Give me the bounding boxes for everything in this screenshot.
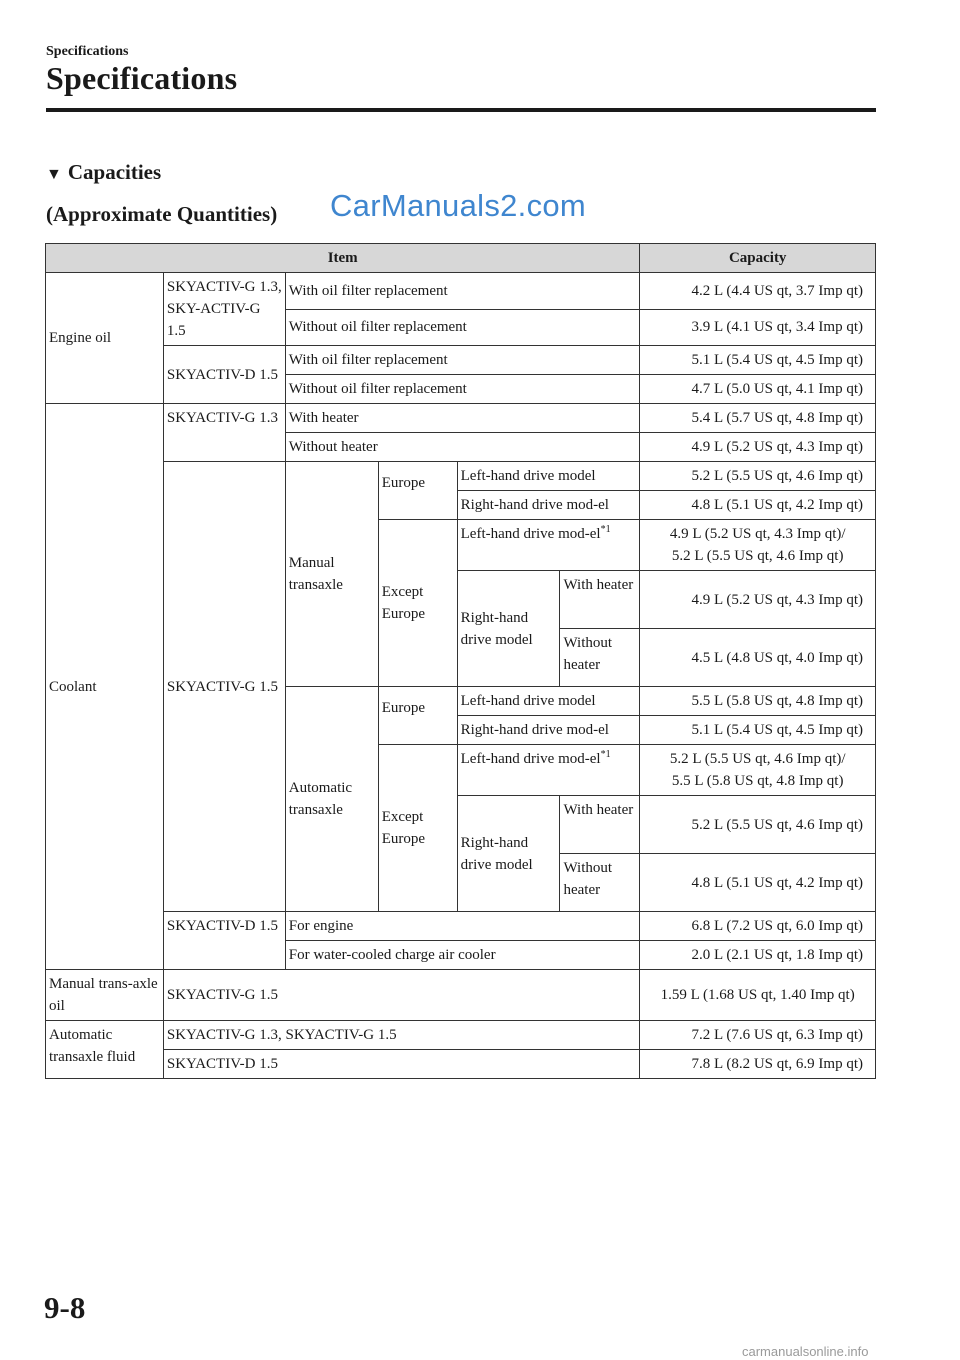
table-row bbox=[46, 346, 876, 375]
page-title: Specifications bbox=[46, 60, 238, 96]
coolant-a-eu-rhd: Right-hand drive mod-el bbox=[457, 716, 640, 745]
auto-fluid-label: Automatic transaxle fluid bbox=[46, 1021, 164, 1079]
table-row bbox=[46, 1050, 876, 1079]
engine-oil-with-filter: With oil filter replacement bbox=[285, 273, 640, 310]
coolant-a-eu-rhd-value: 5.1 L (5.4 US qt, 4.5 Imp qt) bbox=[640, 716, 876, 745]
engine-oil-without-filter: Without oil filter replacement bbox=[285, 375, 640, 404]
coolant-m-ex-lhd-text: Left-hand drive mod-el bbox=[460, 526, 601, 542]
auto-fluid-d-value: 7.8 L (8.2 US qt, 6.9 Imp qt) bbox=[640, 1050, 876, 1079]
running-header: Specifications bbox=[46, 44, 129, 59]
coolant-m-ex-lhd-value bbox=[640, 520, 876, 571]
coolant-m-eu-lhd: Left-hand drive model bbox=[457, 462, 640, 491]
engine-oil-label: Engine oil bbox=[46, 273, 164, 404]
table-row bbox=[46, 462, 876, 491]
coolant-g13-without-heater: Without heater bbox=[285, 433, 640, 462]
coolant-d-cooler-value: 2.0 L (2.1 US qt, 1.8 Imp qt) bbox=[640, 941, 876, 970]
manual-oil-value: 1.59 L (1.68 US qt, 1.40 Imp qt) bbox=[640, 970, 876, 1021]
coolant-a-ex-without-heater: Without heater bbox=[560, 854, 640, 912]
site-watermark[interactable]: carmanualsonline.info bbox=[742, 1344, 869, 1359]
header-item: Item bbox=[46, 244, 640, 273]
coolant-manual-label: Manual transaxle bbox=[285, 462, 378, 687]
coolant-a-ex-lhd-text: Left-hand drive mod-el bbox=[460, 751, 601, 767]
coolant-a-ex-rhd: Right-hand drive model bbox=[457, 796, 560, 912]
coolant-a-ex-lhd-value bbox=[640, 745, 876, 796]
coolant-a-ex-lhd bbox=[457, 745, 640, 796]
coolant-g13-with-value: 5.4 L (5.7 US qt, 4.8 Imp qt) bbox=[640, 404, 876, 433]
auto-fluid-d-engine: SKYACTIV-D 1.5 bbox=[163, 1050, 640, 1079]
coolant-m-eu-lhd-value: 5.2 L (5.5 US qt, 4.6 Imp qt) bbox=[640, 462, 876, 491]
coolant-d-cooler: For water-cooled charge air cooler bbox=[285, 941, 640, 970]
coolant-m-ex-rhd-with-value: 4.9 L (5.2 US qt, 4.3 Imp qt) bbox=[640, 571, 876, 629]
value-line: 4.9 L (5.2 US qt, 4.3 Imp qt)/ bbox=[669, 526, 846, 542]
engine-oil-g-with-value: 4.2 L (4.4 US qt, 3.7 Imp qt) bbox=[640, 273, 876, 310]
engine-oil-g-without-value: 3.9 L (4.1 US qt, 3.4 Imp qt) bbox=[640, 309, 876, 346]
table-row bbox=[46, 273, 876, 310]
coolant-m-eu-rhd-value: 4.8 L (5.1 US qt, 4.2 Imp qt) bbox=[640, 491, 876, 520]
coolant-d-engine-value: 6.8 L (7.2 US qt, 6.0 Imp qt) bbox=[640, 912, 876, 941]
coolant-a-ex-rhd-without-value: 4.8 L (5.1 US qt, 4.2 Imp qt) bbox=[640, 854, 876, 912]
title-rule bbox=[46, 108, 876, 112]
approximate-quantities-heading: (Approximate Quantities) bbox=[46, 202, 278, 226]
coolant-g13-with-heater: With heater bbox=[285, 404, 640, 433]
coolant-m-europe: Europe bbox=[378, 462, 457, 520]
page-number: 9-8 bbox=[44, 1290, 86, 1325]
engine-oil-d-label: SKYACTIV-D 1.5 bbox=[163, 346, 285, 404]
header-capacity: Capacity bbox=[640, 244, 876, 273]
coolant-a-europe: Europe bbox=[378, 687, 457, 745]
coolant-g13-label: SKYACTIV-G 1.3 bbox=[163, 404, 285, 462]
coolant-a-eu-lhd-value: 5.5 L (5.8 US qt, 4.8 Imp qt) bbox=[640, 687, 876, 716]
coolant-g15-label: SKYACTIV-G 1.5 bbox=[163, 462, 285, 912]
coolant-m-ex-without-heater: Without heater bbox=[560, 629, 640, 687]
coolant-automatic-label: Automatic transaxle bbox=[285, 687, 378, 912]
engine-oil-with-filter: With oil filter replacement bbox=[285, 346, 640, 375]
coolant-d-label: SKYACTIV-D 1.5 bbox=[163, 912, 285, 970]
engine-oil-d-without-value: 4.7 L (5.0 US qt, 4.1 Imp qt) bbox=[640, 375, 876, 404]
coolant-m-ex-with-heater: With heater bbox=[560, 571, 640, 629]
manual-oil-engine: SKYACTIV-G 1.5 bbox=[163, 970, 640, 1021]
coolant-d-engine: For engine bbox=[285, 912, 640, 941]
footnote-mark: *1 bbox=[600, 524, 611, 535]
value-line: 5.5 L (5.8 US qt, 4.8 Imp qt) bbox=[671, 773, 844, 789]
triangle-icon: ▼ bbox=[46, 166, 62, 183]
coolant-a-except-europe: Except Europe bbox=[378, 745, 457, 912]
coolant-m-ex-rhd: Right-hand drive model bbox=[457, 571, 560, 687]
manual-oil-label: Manual trans-axle oil bbox=[46, 970, 164, 1021]
watermark[interactable]: CarManuals2.com bbox=[330, 188, 587, 223]
coolant-m-except-europe: Except Europe bbox=[378, 520, 457, 687]
auto-fluid-g-value: 7.2 L (7.6 US qt, 6.3 Imp qt) bbox=[640, 1021, 876, 1050]
engine-oil-without-filter: Without oil filter replacement bbox=[285, 309, 640, 346]
capacities-table bbox=[45, 243, 876, 1079]
coolant-m-eu-rhd: Right-hand drive mod-el bbox=[457, 491, 640, 520]
table-row bbox=[46, 1021, 876, 1050]
footnote-mark: *1 bbox=[600, 749, 611, 760]
coolant-m-ex-rhd-without-value: 4.5 L (4.8 US qt, 4.0 Imp qt) bbox=[640, 629, 876, 687]
value-line: 5.2 L (5.5 US qt, 4.6 Imp qt)/ bbox=[669, 751, 846, 767]
coolant-a-eu-lhd: Left-hand drive model bbox=[457, 687, 640, 716]
engine-oil-g-label: SKYACTIV-G 1.3, SKY-ACTIV-G 1.5 bbox=[163, 273, 285, 346]
table-header-row bbox=[46, 244, 876, 273]
coolant-label: Coolant bbox=[46, 404, 164, 970]
coolant-m-ex-lhd bbox=[457, 520, 640, 571]
auto-fluid-g-engine: SKYACTIV-G 1.3, SKYACTIV-G 1.5 bbox=[163, 1021, 640, 1050]
coolant-a-ex-rhd-with-value: 5.2 L (5.5 US qt, 4.6 Imp qt) bbox=[640, 796, 876, 854]
capacities-heading bbox=[46, 160, 161, 185]
coolant-a-ex-with-heater: With heater bbox=[560, 796, 640, 854]
table-row bbox=[46, 912, 876, 941]
table-row bbox=[46, 404, 876, 433]
engine-oil-d-with-value: 5.1 L (5.4 US qt, 4.5 Imp qt) bbox=[640, 346, 876, 375]
table-row bbox=[46, 970, 876, 1021]
capacities-heading-text: Capacities bbox=[67, 160, 162, 184]
value-line: 5.2 L (5.5 US qt, 4.6 Imp qt) bbox=[671, 548, 844, 564]
coolant-g13-without-value: 4.9 L (5.2 US qt, 4.3 Imp qt) bbox=[640, 433, 876, 462]
